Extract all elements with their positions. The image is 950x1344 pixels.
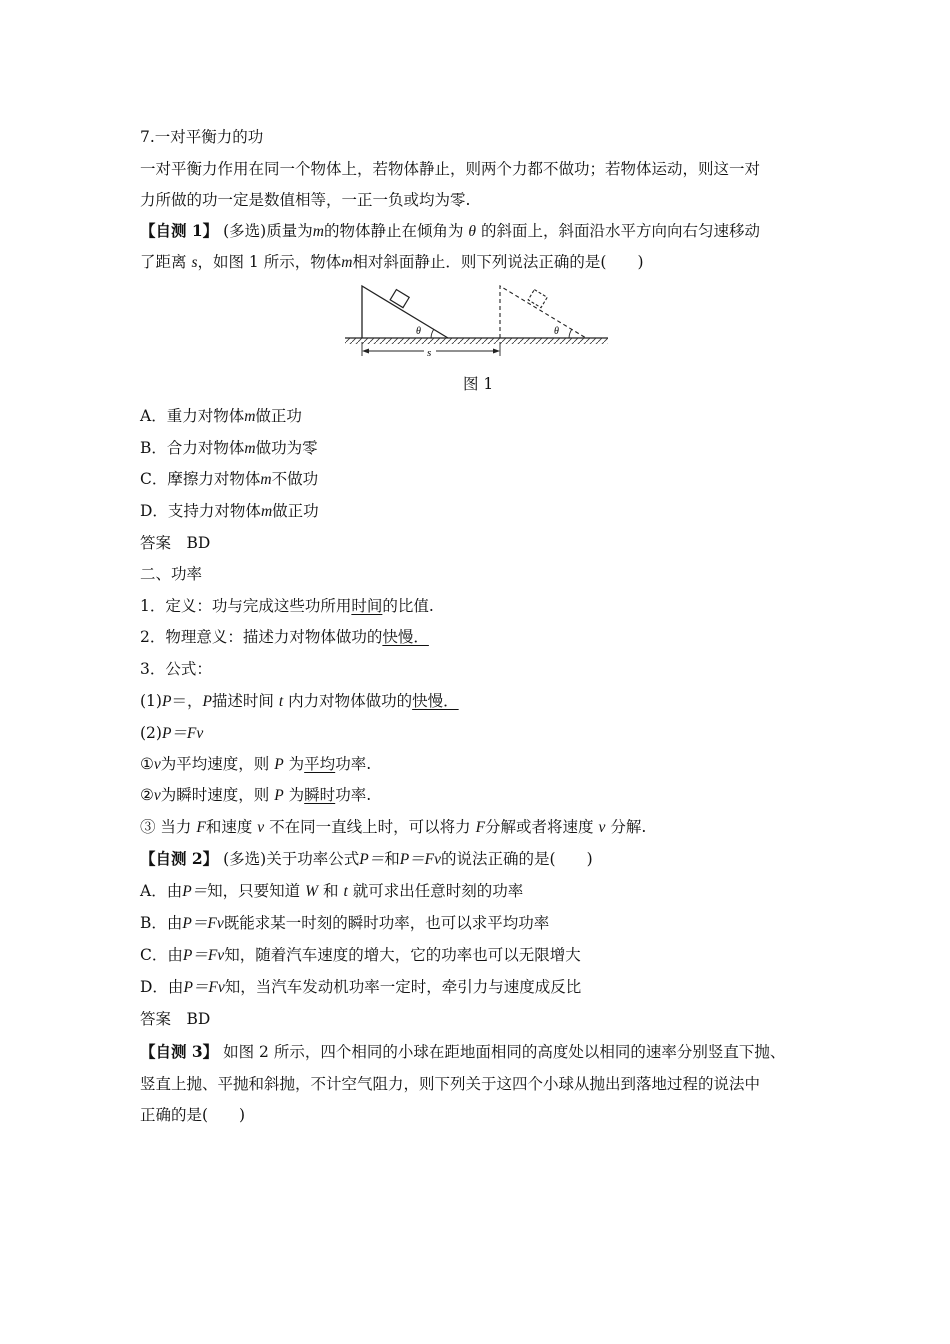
text: C．由 [140,946,183,964]
formula: P＝ [359,851,385,868]
var-t: t [278,693,284,710]
formula: P＝Fv [182,915,224,932]
s-label: s [427,347,432,359]
text: 内力对物体做功的 [288,692,413,710]
formula-2 [140,722,203,745]
var-m: m [312,223,324,240]
text: 的说法正确的是( ) [441,850,593,868]
angle-arc [431,329,434,338]
question-2-stem [140,848,593,871]
var-m: m [260,471,272,488]
text: D．由 [140,978,184,996]
figure-caption: 图 1 [463,375,494,393]
text: 的比值. [382,597,434,615]
text: 分解或者将速度 [485,818,594,836]
physical-meaning [140,626,429,648]
underlined-answer: 平均 [304,755,336,773]
underlined-answer: 快慢． [382,628,429,646]
option-c [140,468,318,491]
var-P: P [274,756,284,773]
question-3-stem-line-1 [140,1041,785,1063]
paragraph-line: 一对平衡力作用在同一个物体上，若物体静止，则两个力都不做功；若物体运动，则这一对 [140,160,761,178]
var-m: m [260,503,273,520]
question-3-stem-line-3: 正确的是( ) [140,1106,246,1124]
var-F: F [475,819,486,836]
text: 不在同一直线上时，可以将力 [269,818,471,836]
arrow-head-left [362,349,369,354]
text: A．重力对物体 [140,407,245,425]
section-title: 7.一对平衡力的功 [140,128,264,146]
text: 分解. [610,818,647,836]
section-title: 二、功率 [140,565,203,583]
text: B．由 [140,914,183,932]
text: B．合力对物体 [140,439,245,457]
text: 功率. [335,786,372,804]
ground-hatch [345,338,608,344]
var-F: F [196,819,206,836]
var-m: m [341,254,353,271]
text: D．支持力对物体 [140,502,261,520]
var-v: v [257,819,265,836]
text: 为平均速度，则 [160,755,270,773]
text: (多选)关于功率公式 [223,850,360,868]
definition [140,595,434,617]
text: 知，当汽车发动机功率一定时，牵引力与速度成反比 [224,978,582,996]
text: 和速度 [205,818,253,836]
text: 2．物理意义：描述力对物体做功的 [140,628,383,646]
var-P: P [274,787,284,804]
arrow-head-right [493,349,500,354]
question-tag: 【自测 1】 [140,221,219,240]
var-v: v [153,787,161,804]
option-b [140,437,318,460]
text: ③ 当力 [140,818,192,836]
case-2 [140,784,371,807]
var-t: t [343,883,348,900]
formula: P＝Fv [182,947,225,964]
text: ，如图 1 所示，物体 [197,253,342,271]
text: 1．定义：功与完成这些功所用 [140,597,352,615]
text: 功率. [335,755,372,773]
text: 知，只要知道 [207,882,301,900]
answer: 答案 BD [140,1010,211,1028]
formula: P＝Fv [183,979,225,996]
text: 既能求某一时刻的瞬时功率，也可以求平均功率 [223,914,550,932]
option-c [140,944,581,967]
paragraph-line: 力所做的功一定是数值相等，一正一负或均为零. [140,191,471,209]
option-d [140,500,319,523]
figure-1-incline-diagram [340,282,610,362]
block-dashed [528,290,547,308]
text: 和 [322,882,339,900]
option-d [140,976,581,999]
formula: P＝Fv [399,851,442,868]
theta-label: θ [554,326,559,337]
var-P: P [202,693,212,710]
text: 不做功 [271,470,319,488]
text: 做正功 [272,502,319,520]
text: (多选)质量为 [223,222,313,240]
question-1-stem-line-2 [140,251,644,274]
var-P: P [161,693,172,710]
var-m: m [244,440,256,457]
text: 就可求出任意时刻的功率 [352,882,524,900]
formula-1 [140,690,459,713]
underlined-answer: 瞬时 [304,786,336,804]
case-1 [140,753,371,776]
text: ① [140,755,154,773]
question-3-stem-line-2: 竖直上抛、平抛和斜抛，不计空气阻力，则下列关于这四个小球从抛出到落地过程的说法中 [140,1075,761,1093]
incline-solid [362,286,448,338]
var-theta: θ [468,223,477,240]
underlined-answer: 时间 [351,597,383,615]
text: ② [140,786,154,804]
angle-arc [569,329,572,338]
var-v: v [598,819,606,836]
text: 知，随着汽车速度的增大，它的功率也可以无限增大 [224,946,581,964]
text: 为 [288,755,305,773]
text: (1) [140,692,162,710]
formula: P＝Fv [161,725,204,742]
text: 了距离 [140,253,187,271]
question-tag: 【自测 3】 [140,1042,219,1061]
text: 相对斜面静止．则下列说法正确的是( ) [352,253,644,271]
text: ＝， [171,692,203,710]
text: 和 [384,850,400,868]
formula: P＝ [182,883,208,900]
incline-dashed [500,286,586,338]
var-s: s [191,254,198,271]
text: 做功为零 [255,439,318,457]
text: A．由 [140,882,183,900]
text: 的物体静止在倾角为 [323,222,464,240]
var-m: m [244,408,256,425]
text: 为瞬时速度，则 [160,786,270,804]
var-W: W [305,883,319,900]
text: 的斜面上，斜面沿水平方向向右匀速移动 [480,222,760,240]
question-tag: 【自测 2】 [140,849,219,868]
case-3 [140,816,646,839]
underlined-answer: 快慢． [412,692,459,710]
text: (2) [140,724,162,742]
text: C．摩擦力对物体 [140,470,261,488]
option-a [140,405,302,428]
theta-label: θ [416,326,421,337]
option-a [140,880,523,903]
text: 描述时间 [211,692,274,710]
text: 做正功 [255,407,302,425]
formula-title: 3．公式： [140,660,212,678]
var-v: v [153,756,161,773]
answer: 答案 BD [140,534,211,552]
question-1-stem-line-1 [140,220,760,243]
text: 如图 2 所示，四个相同的小球在距地面相同的高度处以相同的速率分别竖直下抛、 [223,1043,786,1061]
option-b [140,912,549,935]
text: 为 [288,786,305,804]
